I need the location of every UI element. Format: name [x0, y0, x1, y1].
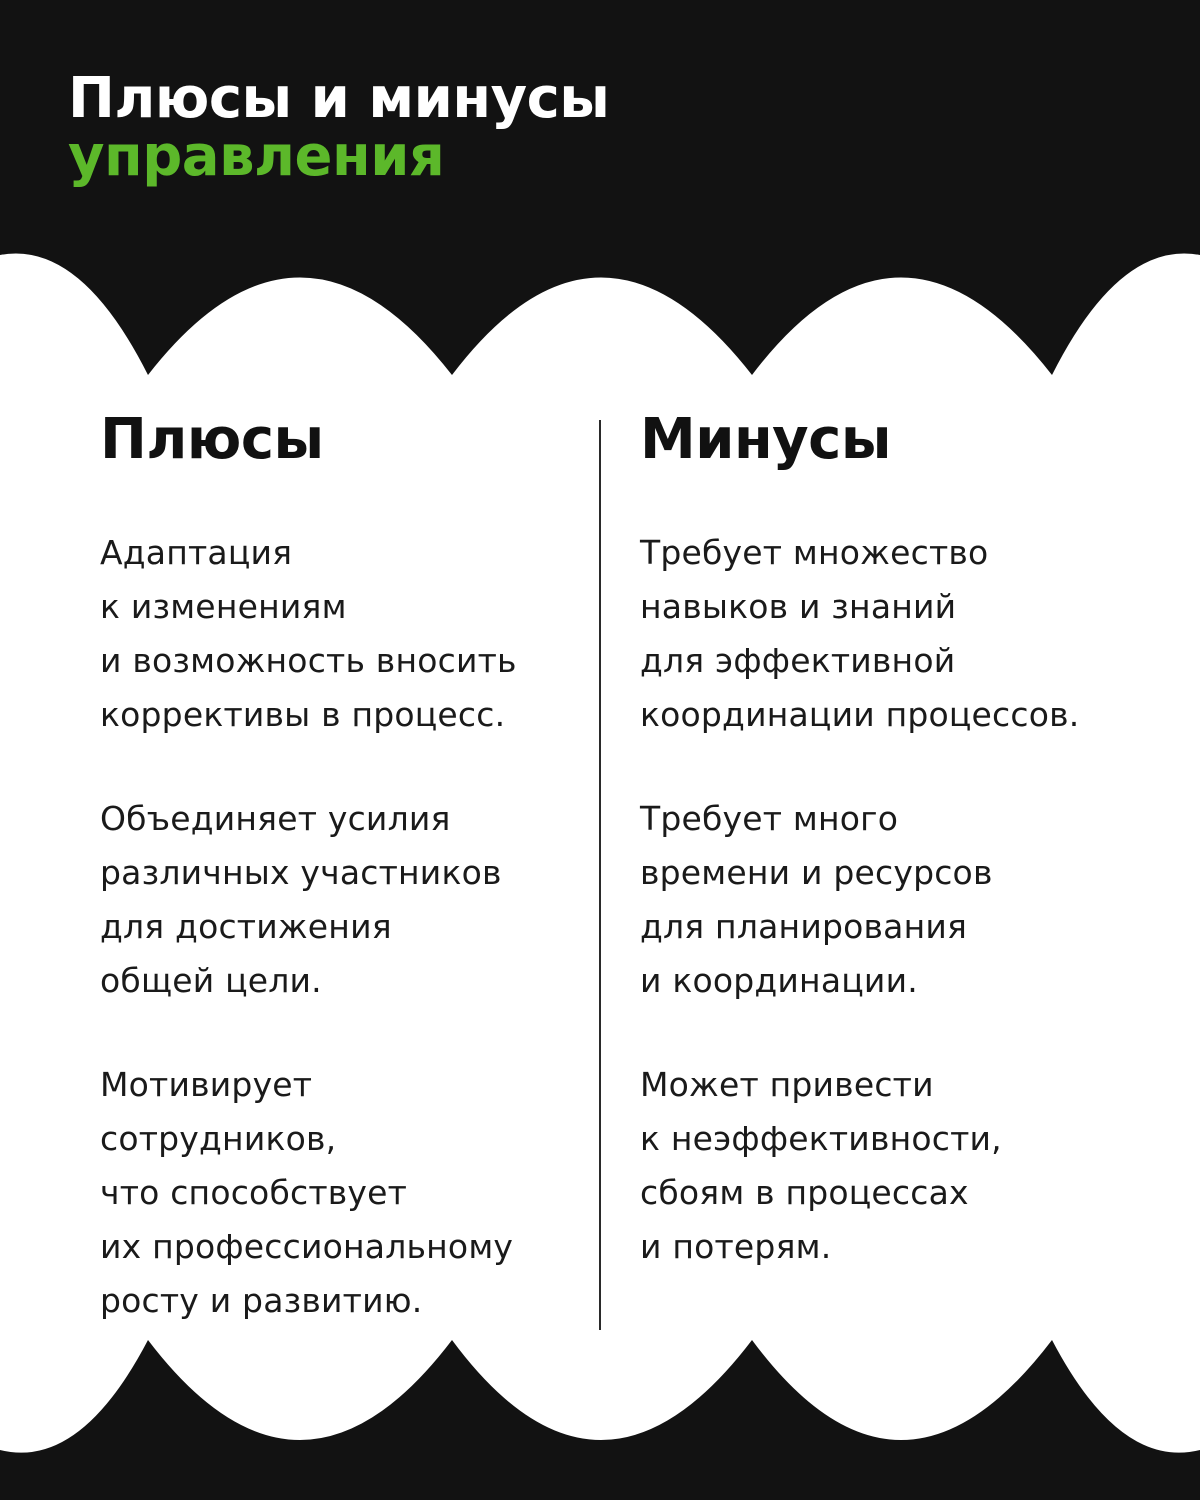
title-line-white: Плюсы и минусы	[68, 66, 610, 131]
pros-heading: Плюсы	[100, 407, 324, 472]
cons-item: Требует много времени и ресурсов для планирования и координации.	[640, 799, 993, 1000]
pros-column	[100, 407, 600, 1378]
page-title	[68, 66, 610, 189]
column-divider	[599, 420, 601, 1330]
title-line-green: управления	[68, 124, 445, 189]
cons-item: Может привести к неэффективности, сбоям в процессах и потерям.	[640, 1065, 1002, 1266]
pros-item: Мотивирует сотрудников, что способствует их профессиональному росту и развитию.	[100, 1065, 514, 1320]
cons-column	[640, 407, 1140, 1324]
pros-item: Адаптация к изменениям и возможность вносить коррективы в процесс.	[100, 533, 517, 734]
pros-item: Объединяет усилия различных участников для достижения общей цели.	[100, 799, 502, 1000]
cons-item: Требует множество навыков и знаний для эффективной координации процессов.	[640, 533, 1080, 734]
cons-heading: Минусы	[640, 407, 891, 472]
